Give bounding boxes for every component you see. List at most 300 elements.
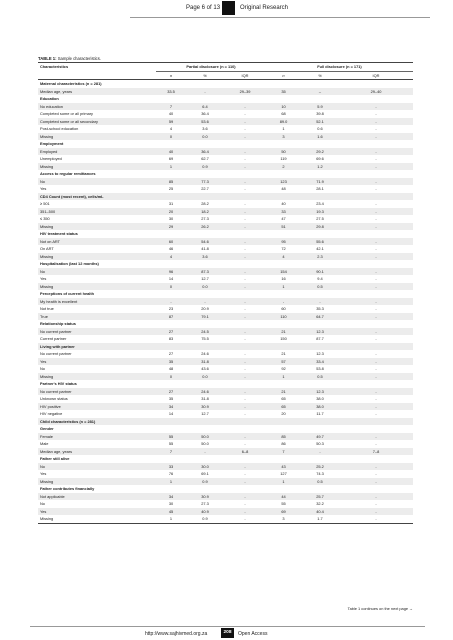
cell-full-pct: 1.7 [301,515,339,523]
cell-full-pct: 32.2 [316,501,324,506]
subheader-n: n [156,71,186,80]
cell-partial-pct: 28.2 [201,201,209,206]
table-row [38,373,413,381]
cell-full-iqr: - [339,433,413,441]
cell-partial-pct: 24.6 [186,388,224,396]
cell-partial-pct: 0.9 [186,515,224,523]
table-row [38,500,413,508]
cell-full-n: 48 [281,186,286,191]
subheader-pct: % [301,71,339,80]
cell-partial-pct: 50.0 [201,441,209,446]
cell-full-pct: 39.8 [316,111,324,116]
cell-full-iqr: - [339,358,413,366]
cell-partial-iqr: - [224,388,266,396]
cell-full-pct: 50.3 [316,441,324,446]
cell-full-n: 55 [281,501,286,506]
cell-partial-pct: 53.6 [186,118,224,126]
section-row [38,140,413,148]
section-label: Original Research [240,5,289,11]
row-label: Missing [38,478,156,486]
cell-full-pct: 25.2 [301,463,339,471]
cell-partial-iqr: - [224,148,266,156]
section-row [38,418,413,426]
cell-full-iqr: - [339,403,413,411]
row-label: Not on ART [38,238,156,246]
cell-partial-n: 85 [156,178,186,186]
subheader-blank [38,71,156,80]
cell-full-n: 33 [266,208,301,216]
cell-partial-n: 1 [156,478,186,486]
table-row [38,493,413,501]
cell-partial-iqr: - [224,133,266,141]
row-label: Yes [40,471,47,476]
row-label: Missing [38,253,156,261]
cell-full-n: 123 [266,178,301,186]
cell-full-n: 60 [281,306,286,311]
cell-full-n: 95 [266,238,301,246]
cell-partial-iqr: - [224,508,266,516]
cell-full-n: 3 [266,133,301,141]
cell-full-n: 4 [266,253,301,261]
cell-full-pct: 49.7 [301,433,339,441]
table-row [38,215,413,223]
cell-partial-iqr: - [224,163,266,171]
cell-full-iqr: - [375,201,377,206]
cell-partial-iqr: - [244,216,246,221]
table-row [38,283,413,291]
cell-full-n: 154 [266,268,301,276]
cell-partial-iqr: - [244,201,246,206]
row-label: Missing [38,163,156,171]
cell-partial-n: 87 [156,313,186,321]
cell-full-pct: 42.1 [316,246,324,251]
row-label: Yes [38,508,156,516]
cell-partial-pct: 79.1 [186,313,224,321]
cell-partial-pct: 24.6 [201,351,209,356]
cell-partial-n: 27 [156,388,186,396]
cell-full-n: 68 [281,111,286,116]
row-label: No current partner [40,351,72,356]
cell-partial-pct: 27.3 [201,216,209,221]
journal-url: http://www.sajhivmed.org.za [145,631,208,637]
cell-full-pct: 12.3 [301,388,339,396]
cell-partial-n: 14 [168,411,174,416]
cell-full-n: 65 [281,396,286,401]
cell-full-pct: 11.7 [316,411,324,416]
cell-partial-iqr: - [244,366,246,371]
cell-full-pct: 9.4 [317,276,323,281]
cell-full-iqr: - [375,306,377,311]
table-header-row [38,63,413,72]
cell-full-n: 127 [280,471,287,476]
section-row [38,425,413,433]
cell-full-n: 21 [266,328,301,336]
cell-full-iqr: - [339,463,413,471]
cell-partial-pct: 43.6 [201,366,209,371]
section-row [38,230,413,238]
row-label: ≥ 501 [40,201,50,206]
table-row [38,478,413,486]
row-label: Unknown status [40,396,68,401]
row-label: No [40,366,45,371]
header-rule [130,17,430,18]
cell-full-n: 119 [280,156,287,161]
cell-full-pct: 87.7 [316,336,324,341]
cell-partial-iqr: - [244,186,246,191]
cell-partial-iqr: - [224,268,266,276]
cell-full-iqr: - [339,208,413,216]
cell-partial-n: 45 [156,508,186,516]
cell-partial-pct: 27.3 [201,501,209,506]
table-row [38,118,413,126]
subheader-iqr: IQR [224,71,266,80]
section-row [38,343,413,351]
cell-partial-iqr: - [224,515,266,523]
table-row [38,185,413,193]
cell-partial-iqr: - [224,358,266,366]
cell-full-pct: 38.0 [316,396,324,401]
cell-partial-pct: 54.6 [186,238,224,246]
characteristics-table [38,62,413,524]
cell-full-iqr: - [375,441,377,446]
row-label: Missing [38,133,156,141]
row-label: HIV negative [40,411,63,416]
cell-full-pct: 33.4 [301,358,339,366]
cell-partial-n: - [156,298,186,306]
cell-full-n: 72 [281,246,286,251]
cell-partial-pct: 41.8 [201,246,209,251]
section-label: HIV treatment status [40,231,78,236]
row-label: Post-school education [40,126,79,131]
cell-full-n: 57 [266,358,301,366]
cell-partial-iqr: - [224,478,266,486]
cell-full-pct: 64.7 [301,313,339,321]
table-caption [38,56,101,61]
cell-partial-n: 34 [156,493,186,501]
table-row [38,275,413,283]
row-label: On ART [40,246,54,251]
cell-full-pct: 0.5 [301,283,339,291]
table-row [38,335,413,343]
row-label: Not true [40,306,54,311]
cell-partial-pct: 0.9 [186,163,224,171]
table-body [38,80,413,524]
table-subheader-row [38,71,413,80]
cell-partial-iqr: - [224,178,266,186]
table-row [38,245,413,253]
cell-full-pct: 1.6 [301,133,339,141]
cell-full-n: 47 [281,216,286,221]
section-row [38,485,413,493]
table-row [38,148,413,156]
cell-full-n: 21 [281,351,286,356]
table-row [38,313,413,321]
cell-partial-pct: 0.0 [186,283,224,291]
row-label: Yes [40,276,47,281]
table-row [38,163,413,171]
cell-partial-n: 55 [168,441,174,446]
cell-partial-pct: 20.9 [201,306,209,311]
cell-partial-pct: 18.2 [186,208,224,216]
cell-full-n: 7 [266,448,301,456]
row-label: No current partner [38,328,156,336]
table-row [38,125,413,133]
cell-partial-iqr: - [244,411,246,416]
row-label: Missing [38,283,156,291]
cell-full-iqr: - [339,388,413,396]
col-characteristics: Characteristics [38,63,156,72]
cell-full-iqr: - [375,351,377,356]
table-row [38,470,413,478]
cell-full-n: 43 [266,463,301,471]
cell-full-pct: 12.3 [301,328,339,336]
row-label: Missing [38,373,156,381]
section-label: Father contributes financially [40,486,95,491]
cell-partial-n: 40 [156,148,186,156]
section-row [38,380,413,388]
cell-partial-iqr: - [224,403,266,411]
cell-full-pct: 69.6 [316,156,324,161]
cell-partial-iqr: - [224,493,266,501]
cell-full-pct: 35.3 [316,306,324,311]
cell-full-iqr: - [339,148,413,156]
cell-partial-pct: 26.2 [186,223,224,231]
cell-partial-n: 48 [168,366,174,371]
table-row [38,110,413,118]
section-label: Relationship status [40,321,76,326]
row-label: Completed some or all primary [40,111,93,116]
cell-partial-iqr: - [244,156,246,161]
table-row [38,268,413,276]
cell-partial-pct: 50.0 [186,433,224,441]
cell-partial-iqr: - [224,328,266,336]
cell-partial-iqr: - [224,283,266,291]
header-marker-block [222,1,235,15]
row-label: No education [38,103,156,111]
cell-partial-n: 35 [168,396,174,401]
cell-full-n: 51 [266,223,301,231]
cell-partial-n: 29 [156,223,186,231]
table-row [38,463,413,471]
cell-full-n: 3 [266,515,301,523]
cell-full-n: 2 [266,163,301,171]
cell-partial-iqr: - [244,501,246,506]
cell-partial-n: 14 [168,276,174,281]
cell-full-pct: 40.4 [301,508,339,516]
cell-full-pct: 52.1 [301,118,339,126]
row-label: No [38,463,156,471]
cell-partial-pct: 3.6 [186,253,224,261]
cell-full-n: 21 [266,388,301,396]
cell-partial-iqr: - [224,433,266,441]
table-row [38,403,413,411]
cell-partial-pct: 0.9 [186,478,224,486]
page-indicator: Page 6 of 13 [186,5,221,11]
cell-partial-n: 69 [168,156,174,161]
cell-full-iqr: - [375,411,377,416]
row-label: No [38,178,156,186]
cell-partial-pct: 75.5 [201,336,209,341]
table-row [38,298,413,306]
cell-partial-n: 59 [156,118,186,126]
cell-full-n: 1 [266,373,301,381]
cell-full-n: 1 [266,478,301,486]
group-partial-disclosure: Partial disclosure (n = 110) [156,63,266,72]
footer-rule [30,626,425,627]
cell-partial-iqr: - [224,118,266,126]
section-label: Partner's HIV status [40,381,77,386]
section-row [38,320,413,328]
cell-full-iqr: - [339,223,413,231]
cell-partial-iqr: - [224,313,266,321]
section-label: Hospitalisation (last 12 months) [40,261,99,266]
cell-full-n: 44 [266,493,301,501]
cell-partial-n: 20 [156,208,186,216]
cell-full-iqr: - [375,501,377,506]
section-label: Father still alive [40,456,70,461]
row-label: HIV positive [38,403,156,411]
cell-full-n: 1 [266,283,301,291]
cell-full-iqr: - [375,156,377,161]
table-row [38,448,413,456]
cell-partial-iqr: - [244,351,246,356]
cell-partial-pct: 87.3 [186,268,224,276]
cell-full-n: 20 [281,411,286,416]
cell-full-pct: 12.3 [316,351,324,356]
cell-full-pct: 28.1 [316,186,324,191]
table-row [38,200,413,208]
cell-partial-pct: 62.7 [201,156,209,161]
cell-partial-n: 0 [156,283,186,291]
cell-partial-pct: 31.8 [186,358,224,366]
cell-full-pct: 27.5 [316,216,324,221]
cell-partial-iqr: - [224,373,266,381]
cell-full-n: 35 [266,88,301,96]
cell-partial-iqr: - [244,246,246,251]
page-header [0,0,453,24]
row-label: Current partner [40,336,67,341]
cell-partial-n: 34 [156,403,186,411]
cell-full-pct: 0.6 [317,126,323,131]
table-row [38,358,413,366]
section-label: Child characteristics (n = 281) [38,418,413,426]
cell-partial-pct: 69.1 [201,471,209,476]
row-label: No current partner [38,388,156,396]
row-label: Not applicable [38,493,156,501]
section-row [38,455,413,463]
cell-partial-n: 96 [156,268,186,276]
subheader-iqr: IQR [339,71,413,80]
cell-partial-pct: 31.8 [201,396,209,401]
cell-partial-pct: 24.5 [186,328,224,336]
cell-partial-pct: - [186,298,224,306]
cell-partial-n: 60 [156,238,186,246]
cell-full-iqr: - [339,118,413,126]
cell-full-pct: 55.6 [301,238,339,246]
cell-partial-n: 7 [156,103,186,111]
row-label: Yes [40,186,47,191]
section-row [38,80,413,88]
cell-partial-iqr: - [244,471,246,476]
cell-full-pct: 90.1 [301,268,339,276]
section-label: Employment [40,141,64,146]
cell-partial-n: 30 [168,501,174,506]
cell-full-iqr: - [339,493,413,501]
cell-full-pct: 71.9 [301,178,339,186]
cell-full-iqr: 29–40 [339,88,413,96]
section-label: Maternal characteristics (n = 281) [40,81,102,86]
cell-partial-iqr: - [224,463,266,471]
cell-partial-n: 0 [156,373,186,381]
cell-full-iqr: - [339,313,413,321]
cell-full-iqr: 7–8 [339,448,413,456]
cell-partial-pct: 0.0 [186,133,224,141]
cell-partial-n: 1 [156,163,186,171]
row-label: Employed [38,148,156,156]
cell-full-n: 16 [281,276,286,281]
cell-partial-n: 25 [168,186,174,191]
row-label: Completed some or all secondary [38,118,156,126]
section-label: Access to regular remittances [40,171,96,176]
cell-partial-n: 30 [168,216,174,221]
row-label: Median age, years [38,88,156,96]
cell-full-pct: 5.9 [301,103,339,111]
table-row [38,433,413,441]
cell-full-iqr: - [339,253,413,261]
subheader-n: n [266,71,301,80]
row-label: Unemployed [40,156,62,161]
cell-full-n: 40 [281,201,286,206]
table-row [38,88,413,96]
cell-partial-iqr: - [224,253,266,261]
cell-partial-n: 46 [168,246,174,251]
table-row [38,328,413,336]
cell-full-iqr: - [339,478,413,486]
cell-partial-pct: 30.9 [186,493,224,501]
cell-full-n: 85 [266,433,301,441]
cell-partial-iqr: - [244,306,246,311]
section-label: Gender [40,426,54,431]
cell-partial-pct: - [186,88,224,96]
cell-partial-pct: 30.9 [186,403,224,411]
cell-full-iqr: - [375,276,377,281]
cell-partial-pct: 77.3 [186,178,224,186]
cell-full-iqr: - [339,283,413,291]
page-footer [0,626,453,640]
table-row [38,365,413,373]
cell-full-iqr: - [339,178,413,186]
cell-partial-iqr: - [224,298,266,306]
cell-partial-iqr: - [224,238,266,246]
cell-partial-iqr: - [244,276,246,281]
section-row [38,290,413,298]
cell-full-n: - [266,298,301,306]
cell-partial-iqr: - [244,111,246,116]
row-label: Median age, years [38,448,156,456]
cell-full-n: 89.0 [266,118,301,126]
cell-partial-n: 83 [168,336,174,341]
cell-full-pct: 2.3 [301,253,339,261]
cell-full-iqr: - [339,508,413,516]
cell-full-iqr: - [375,126,377,131]
cell-partial-iqr: - [224,208,266,216]
cell-partial-n: 33 [156,463,186,471]
cell-full-n: 150 [280,336,287,341]
table-row [38,508,413,516]
cell-partial-pct: - [186,448,224,456]
row-label: My health is excellent [38,298,156,306]
cell-full-pct: 53.8 [316,366,324,371]
